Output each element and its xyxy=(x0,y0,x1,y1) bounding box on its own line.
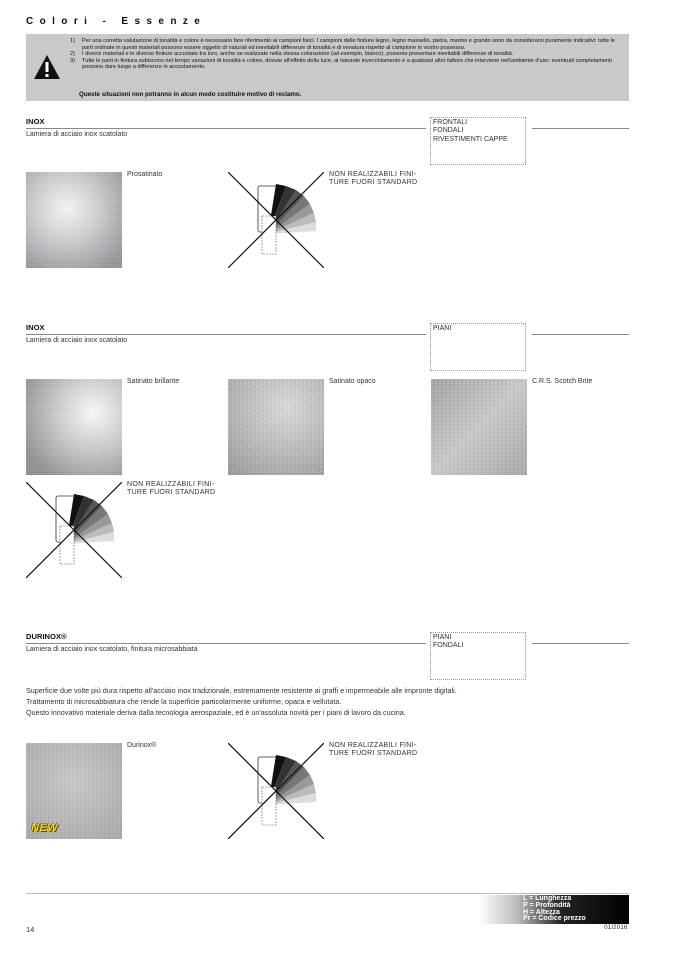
legend-item: P = Profondità xyxy=(523,901,571,909)
finish-label: C.R.S. Scotch Brite xyxy=(532,378,593,385)
warning-icon xyxy=(33,54,61,80)
swatch-durinox xyxy=(26,743,122,839)
new-badge: NEW xyxy=(31,822,59,834)
footer-divider xyxy=(26,893,629,894)
not-available-label: NON REALIZZABILI FINI- TURE FUORI STANDARD xyxy=(329,171,418,187)
application-item: PIANI xyxy=(433,325,452,332)
application-item: PIANI xyxy=(433,634,452,641)
finish-label: Satinato brillante xyxy=(127,378,180,385)
not-available-fan-icon xyxy=(228,743,324,839)
finish-label: Durinox® xyxy=(127,742,157,749)
divider xyxy=(532,643,629,644)
finish-label: Prosatinato xyxy=(127,171,163,178)
description-paragraph: Superficie due volte più dura rispetto all'acciaio inox tradizionale, estremamente resistente ai graffi e impermeabile alle impronte digitali. Trattamento di microsabbiatura che rende la superficie particolarmente uniforme, opaca e vellutata. Questo innovativo materiale deriva dalla tecnologia aerospaziale, ed è un'assoluta novità per i piani di lavoro da cucina. xyxy=(26,686,457,717)
application-item: FRONTALI xyxy=(433,119,468,126)
applications-box xyxy=(430,117,526,165)
notice-box xyxy=(26,34,629,101)
section-subtitle: Lamiera di acciaio inox scatolato, finitura microsabbiata xyxy=(26,646,198,653)
divider xyxy=(26,643,426,644)
finish-label: Satinato opaco xyxy=(329,378,376,385)
page-title: Colori - Essenze xyxy=(26,16,207,27)
section-subtitle: Lamiera di acciaio inox scatolato xyxy=(26,131,128,138)
not-available-label: NON REALIZZABILI FINI- TURE FUORI STANDARD xyxy=(127,481,216,497)
legend-item: L = Lunghezza xyxy=(523,895,572,902)
legend-item: H = Altezza xyxy=(523,908,560,916)
page-number: 14 xyxy=(26,925,35,934)
section-subtitle: Lamiera di acciaio inox scatolato xyxy=(26,337,128,344)
divider xyxy=(532,128,629,129)
swatch-scotch-brite xyxy=(431,379,527,475)
swatch-satinato-brillante xyxy=(26,379,122,475)
application-item: FONDALI xyxy=(433,127,464,135)
section-title: DURINOX® xyxy=(26,632,67,641)
notice-list xyxy=(70,38,626,71)
application-item: FONDALI xyxy=(433,642,464,650)
notice-item: 1) Per una corretta valutazione di tonalità e colore è necessario fare riferimento ai campioni fisici. I campioni delle finiture legno, legno massello, pietra, marmo e granito sono da considerarsi puramente indicativi: tutte le parti ordinate in questi materiali possono essere oggetto di naturali ed inevitabili differenze di tonalità e di venatura rispetto al campione in vostro possesso. xyxy=(70,38,615,51)
applications-box xyxy=(430,323,526,371)
legend-item: Pr = Codice prezzo xyxy=(523,915,586,923)
section-title: INOX xyxy=(26,117,45,126)
divider xyxy=(532,334,629,335)
divider xyxy=(26,334,426,335)
not-available-fan-icon xyxy=(26,482,122,578)
swatch-satinato-opaco xyxy=(228,379,324,475)
not-available-label: NON REALIZZABILI FINI- TURE FUORI STANDARD xyxy=(329,742,418,758)
notice-disclaimer: Queste situazioni non potranno in alcun modo costituire motivo di reclamo. xyxy=(79,91,302,98)
notice-item: 2) I diversi materiali e le diverse finiture accostate tra loro, anche se realizzate nella stessa colorazione (ad esempio, bianco), possono presentare inevitabili differenze di tonalità. xyxy=(70,51,514,58)
notice-item: 3) Tutte le parti in finitura subiscono nel tempo variazioni di tonalità e colore, dovute all'effetto della luce, al naturale invecchiamento e a qualsiasi altro fattore che interviene nell'ambiente d'uso: eventuali completamenti possono dare luogo a differenze in accostamento. xyxy=(70,57,612,71)
applications-box xyxy=(430,632,526,680)
section-title: INOX xyxy=(26,323,45,332)
page-date: 01/2016 xyxy=(604,924,628,931)
application-item: RIVESTIMENTI CAPPE xyxy=(433,135,508,143)
legend-box xyxy=(479,895,629,924)
swatch-prosatinato xyxy=(26,172,122,268)
legend-list xyxy=(523,896,586,923)
not-available-fan-icon xyxy=(228,172,324,268)
divider xyxy=(26,128,426,129)
